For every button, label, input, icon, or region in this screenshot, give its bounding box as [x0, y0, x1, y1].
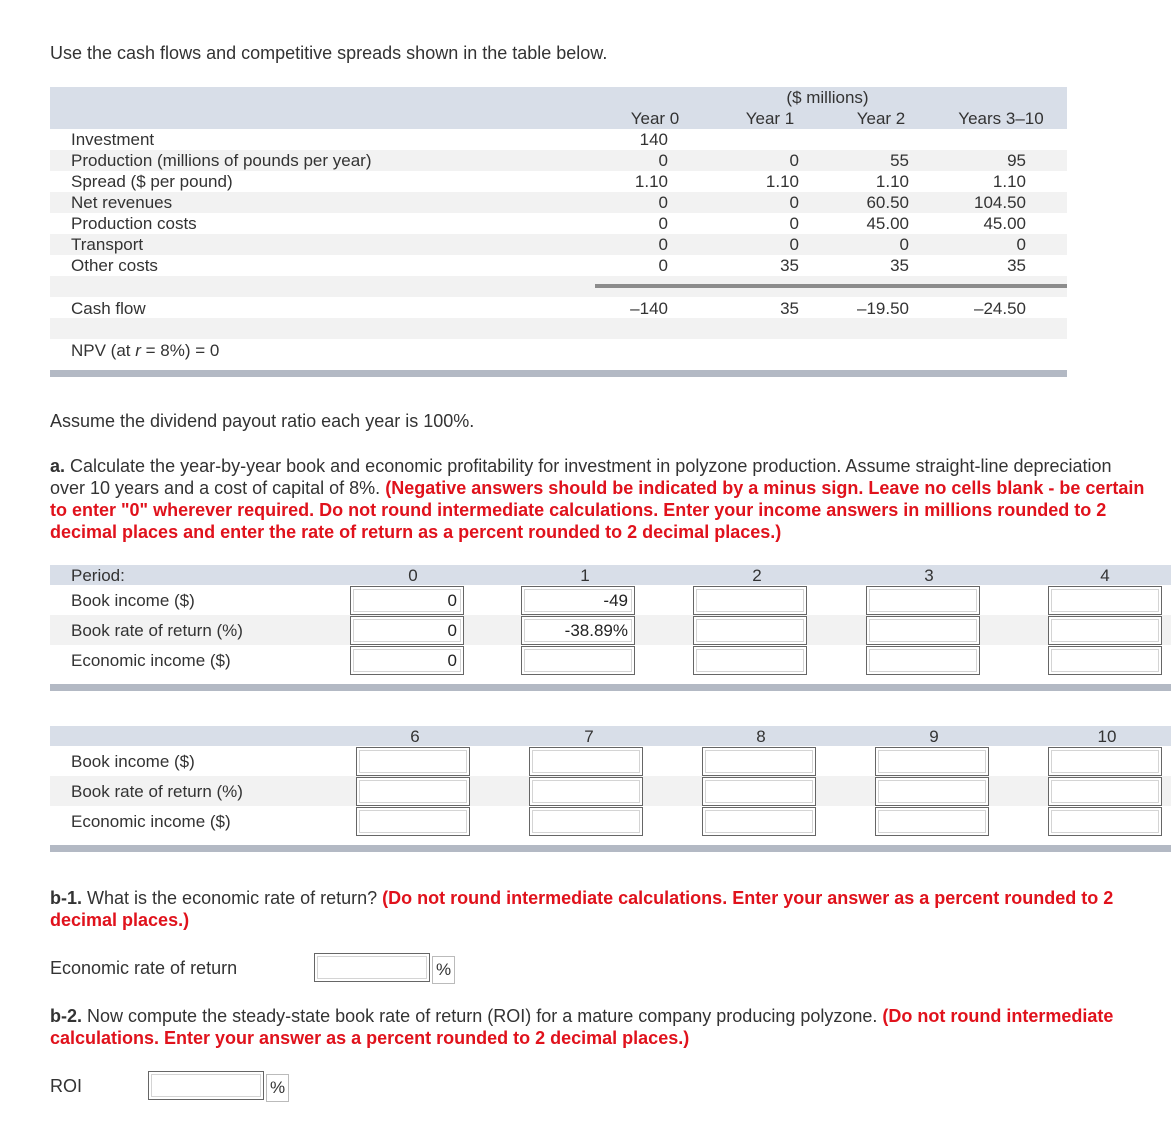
answer-input[interactable]: [693, 646, 807, 675]
answer-input[interactable]: [356, 747, 470, 776]
economic-rate-unit: %: [432, 956, 455, 984]
answer-input[interactable]: 0: [350, 586, 464, 615]
cell-value: 0: [789, 214, 799, 233]
period-header: 6: [410, 727, 420, 746]
answer-input[interactable]: [521, 646, 635, 675]
period-header: 4: [1100, 566, 1110, 585]
cell-value: 45.00: [983, 214, 1026, 233]
stripe: [50, 192, 1067, 213]
cell-value: 45.00: [866, 214, 909, 233]
grid-row-label: Book rate of return (%): [71, 782, 243, 801]
roi-label: ROI: [50, 1076, 83, 1096]
header-year0: Year 0: [630, 109, 680, 128]
answer-input[interactable]: [702, 807, 816, 836]
cell-value: 35: [780, 256, 799, 275]
period-header: 8: [756, 727, 766, 746]
table-bottom-rule: [50, 370, 1067, 377]
answer-input[interactable]: [529, 747, 643, 776]
period-header: 2: [752, 566, 762, 585]
period-header: 0: [408, 566, 418, 585]
answer-input[interactable]: [702, 747, 816, 776]
answer-input[interactable]: [875, 807, 989, 836]
answer-input[interactable]: [866, 616, 980, 645]
period-header: 1: [580, 566, 590, 585]
answer-input[interactable]: 0: [350, 616, 464, 645]
roi-input[interactable]: [148, 1071, 264, 1100]
answer-input[interactable]: -49: [521, 586, 635, 615]
grid-row-label: Book income ($): [71, 752, 195, 771]
stripe: [50, 318, 1067, 339]
grid-row-label: Economic income ($): [71, 812, 231, 831]
stripe: [50, 234, 1067, 255]
intro-text: Use the cash flows and competitive spreads shown in the table below.: [50, 43, 608, 63]
npv-label: NPV (at r = 8%) = 0: [71, 341, 220, 360]
row-label: Production (millions of pounds per year): [71, 151, 372, 170]
answer-input[interactable]: [693, 586, 807, 615]
cell-value: 140: [639, 130, 668, 149]
answer-input[interactable]: [702, 777, 816, 806]
cell-value: 0: [899, 235, 909, 254]
header-years3-10: Years 3–10: [958, 109, 1044, 128]
cell-value: 1.10: [875, 172, 909, 191]
cell-value: 1.10: [765, 172, 799, 191]
cell-value: 0: [658, 151, 668, 170]
answer-input[interactable]: [529, 807, 643, 836]
grid2-bottom-rule: [50, 845, 1171, 852]
answer-input[interactable]: [1048, 616, 1162, 645]
units-label: ($ millions): [786, 88, 869, 107]
answer-input[interactable]: [1048, 807, 1162, 836]
answer-input[interactable]: [866, 646, 980, 675]
grid-row-label: Economic income ($): [71, 651, 231, 670]
cell-value: 0: [658, 256, 668, 275]
cash-flow-value: –140: [630, 299, 668, 318]
grid-row-label: Book rate of return (%): [71, 621, 243, 640]
cell-value: 0: [658, 214, 668, 233]
answer-input[interactable]: [866, 586, 980, 615]
cell-value: 0: [658, 193, 668, 212]
answer-input[interactable]: [693, 616, 807, 645]
cell-value: 0: [658, 235, 668, 254]
row-label: Spread ($ per pound): [71, 172, 233, 191]
row-label: Transport: [71, 235, 144, 254]
cell-value: 0: [789, 193, 799, 212]
cell-value: 104.50: [974, 193, 1026, 212]
period-header: 9: [929, 727, 939, 746]
cell-value: 0: [789, 151, 799, 170]
cell-value: 95: [1007, 151, 1026, 170]
cell-value: 55: [890, 151, 909, 170]
cash-flow-value: –24.50: [974, 299, 1026, 318]
answer-input[interactable]: 0: [350, 646, 464, 675]
payout-text: Assume the dividend payout ratio each year is 100%.: [50, 411, 475, 431]
answer-input[interactable]: [1048, 646, 1162, 675]
cash-flow-label: Cash flow: [71, 299, 146, 318]
grid1-bottom-rule: [50, 684, 1171, 691]
cash-flow-value: –19.50: [857, 299, 909, 318]
header-year1: Year 1: [745, 109, 795, 128]
answer-input[interactable]: -38.89%: [521, 616, 635, 645]
answer-input[interactable]: [875, 777, 989, 806]
cell-value: 1.10: [634, 172, 668, 191]
cell-value: 0: [789, 235, 799, 254]
period-header: 10: [1097, 727, 1117, 746]
answer-input[interactable]: [356, 807, 470, 836]
row-label: Production costs: [71, 214, 197, 233]
answer-input[interactable]: [1048, 747, 1162, 776]
row-label: Net revenues: [71, 193, 173, 212]
answer-input[interactable]: [1048, 586, 1162, 615]
economic-rate-label: Economic rate of return: [50, 958, 238, 978]
period-header: 3: [924, 566, 934, 585]
period-header: 7: [584, 727, 594, 746]
answer-input[interactable]: [875, 747, 989, 776]
grid-row-label: Book income ($): [71, 591, 195, 610]
economic-rate-input[interactable]: [314, 953, 430, 982]
cell-value: 1.10: [992, 172, 1026, 191]
answer-input[interactable]: [356, 777, 470, 806]
header-year2: Year 2: [856, 109, 906, 128]
cash-flow-value: 35: [780, 299, 799, 318]
cell-value: 35: [1007, 256, 1026, 275]
cell-value: 0: [1016, 235, 1026, 254]
cell-value: 60.50: [866, 193, 909, 212]
part-a-question: a. Calculate the year-by-year book and economic profitability for investment in polyzone production. Assume straight-line depreciation over 10 years and a cost of capital of 8%. (Negative answers should be indicated by a minus sign. Leave no cells blank - be certain to enter "0" wherever required. Do not round intermediate calculations. Enter your income answers in millions rounded to 2 decimal places and enter the rate of return as a percent rounded to 2 decimal places.): [50, 456, 1145, 542]
row-label: Other costs: [71, 256, 158, 275]
roi-unit: %: [266, 1074, 289, 1102]
period-label: Period:: [71, 566, 125, 585]
part-b2-question: b-2. Now compute the steady-state book rate of return (ROI) for a mature company producing polyzone. (Do not round intermediate calculations. Enter your answer as a percent rounded to 2 decimal places.): [50, 1006, 1114, 1048]
answer-input[interactable]: [529, 777, 643, 806]
answer-input[interactable]: [1048, 777, 1162, 806]
part-b1-question: b-1. What is the economic rate of return? (Do not round intermediate calculations. Enter your answer as a percent rounded to 2 decimal places.): [50, 888, 1114, 930]
cell-value: 35: [890, 256, 909, 275]
row-label: Investment: [71, 130, 155, 149]
total-rule: [595, 284, 1067, 288]
